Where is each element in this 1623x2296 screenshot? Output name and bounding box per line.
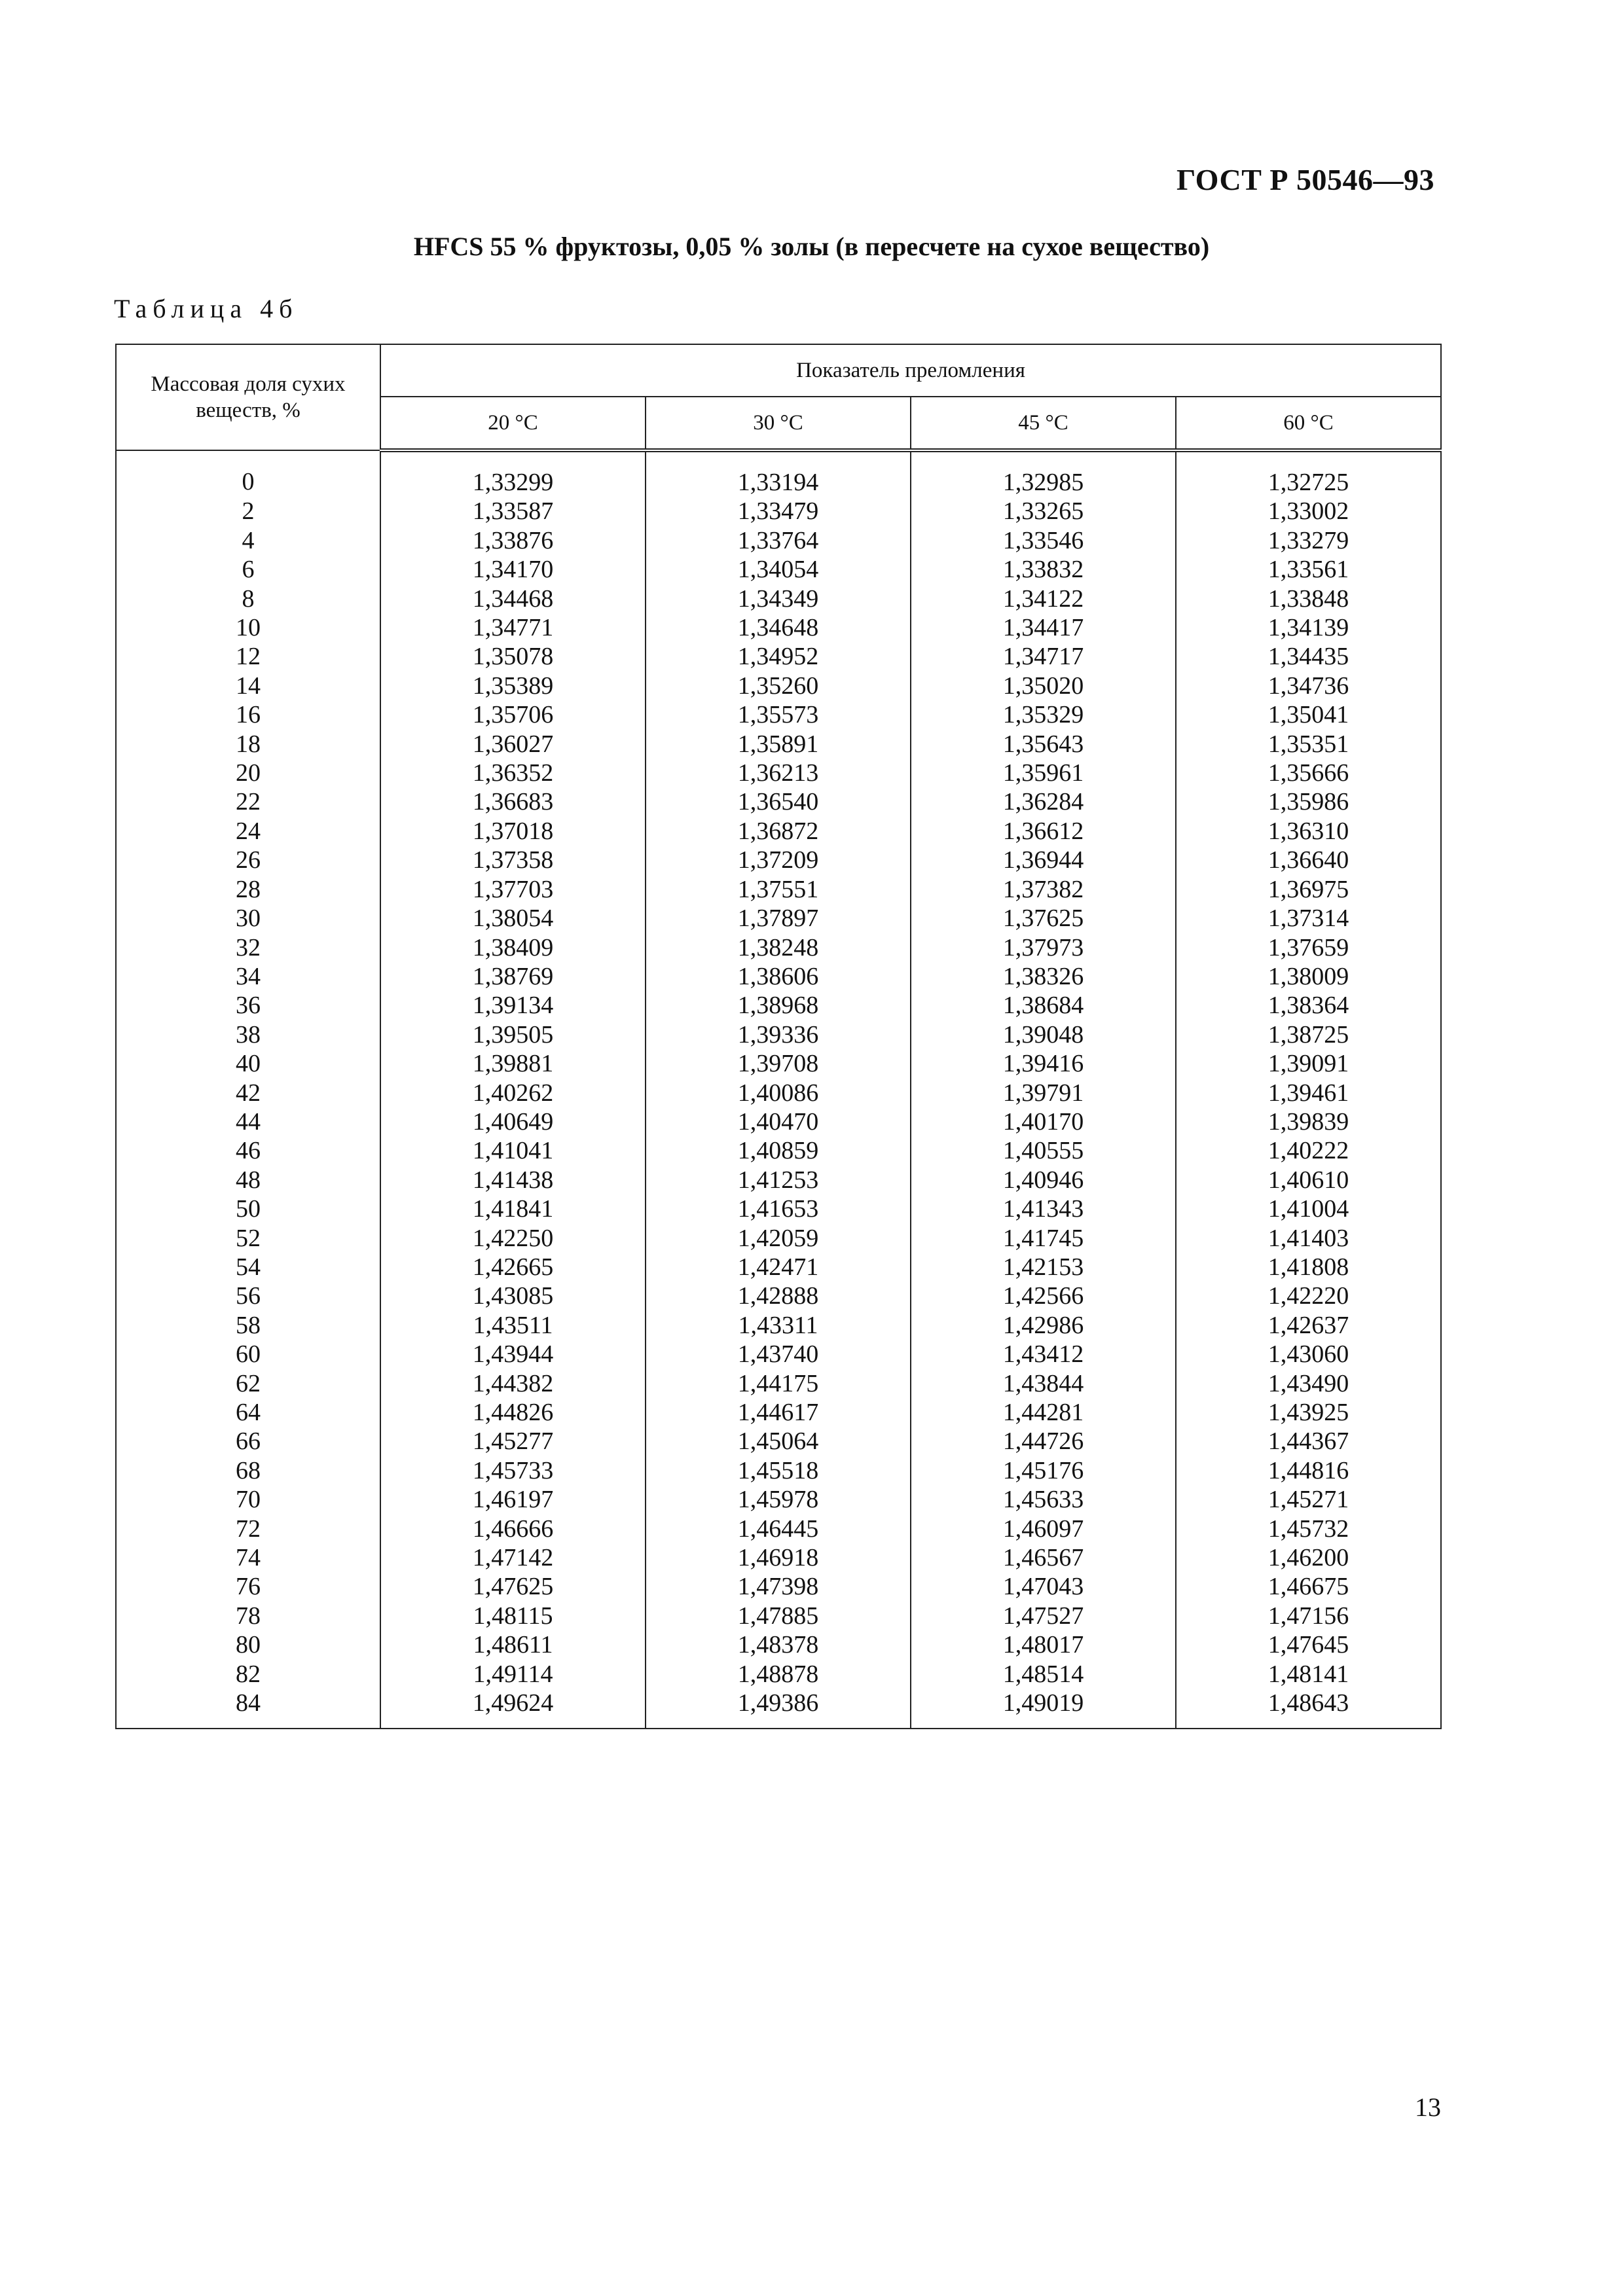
mass-fraction-cell: 82 — [116, 1660, 380, 1689]
ri-45-cell: 1,47527 — [911, 1602, 1176, 1630]
ri-30-cell: 1,44617 — [646, 1398, 911, 1427]
table-row — [116, 526, 1441, 555]
ri-20-cell: 1,35389 — [380, 672, 646, 700]
table-row — [116, 759, 1441, 787]
ri-60-cell: 1,39091 — [1176, 1049, 1441, 1078]
ri-20-cell: 1,41841 — [380, 1194, 646, 1223]
ri-60-cell: 1,42220 — [1176, 1282, 1441, 1310]
ri-60-cell: 1,32725 — [1176, 450, 1441, 497]
ri-30-cell: 1,33764 — [646, 526, 911, 555]
table-row — [116, 730, 1441, 759]
ri-20-cell: 1,36027 — [380, 730, 646, 759]
ri-20-cell: 1,47142 — [380, 1543, 646, 1572]
mass-fraction-cell: 22 — [116, 787, 380, 816]
table-row — [116, 1602, 1441, 1630]
ri-20-cell: 1,33299 — [380, 450, 646, 497]
ri-60-cell: 1,35666 — [1176, 759, 1441, 787]
ri-60-cell: 1,40610 — [1176, 1166, 1441, 1194]
table-row — [116, 846, 1441, 874]
ri-30-cell: 1,36213 — [646, 759, 911, 787]
ri-45-cell: 1,42153 — [911, 1253, 1176, 1282]
table-row — [116, 1166, 1441, 1194]
ri-60-cell: 1,36640 — [1176, 846, 1441, 874]
mass-fraction-cell: 66 — [116, 1427, 380, 1456]
ri-60-cell: 1,46200 — [1176, 1543, 1441, 1572]
ri-20-cell: 1,43511 — [380, 1311, 646, 1340]
mass-fraction-cell: 10 — [116, 613, 380, 642]
table-row — [116, 672, 1441, 700]
refractive-index-table — [115, 344, 1442, 1729]
ri-30-cell: 1,35573 — [646, 700, 911, 729]
table-row — [116, 1689, 1441, 1729]
ri-45-cell: 1,37625 — [911, 904, 1176, 933]
ri-30-cell: 1,39708 — [646, 1049, 911, 1078]
mass-fraction-cell: 60 — [116, 1340, 380, 1369]
table-row — [116, 1660, 1441, 1689]
table-row — [116, 450, 1441, 497]
ri-45-cell: 1,43412 — [911, 1340, 1176, 1369]
table-row — [116, 1224, 1441, 1253]
ri-30-cell: 1,34952 — [646, 642, 911, 671]
ri-30-cell: 1,49386 — [646, 1689, 911, 1729]
ri-45-cell: 1,36284 — [911, 787, 1176, 816]
ri-30-cell: 1,41653 — [646, 1194, 911, 1223]
table-row — [116, 1543, 1441, 1572]
mass-fraction-cell: 48 — [116, 1166, 380, 1194]
mass-fraction-cell: 12 — [116, 642, 380, 671]
ri-45-cell: 1,46567 — [911, 1543, 1176, 1572]
table-body — [116, 450, 1441, 1729]
ri-20-cell: 1,34771 — [380, 613, 646, 642]
table-row — [116, 642, 1441, 671]
ri-30-cell: 1,33194 — [646, 450, 911, 497]
ri-45-cell: 1,34122 — [911, 584, 1176, 613]
table-row — [116, 1282, 1441, 1310]
mass-fraction-cell: 20 — [116, 759, 380, 787]
ri-60-cell: 1,34736 — [1176, 672, 1441, 700]
ri-20-cell: 1,47625 — [380, 1572, 646, 1601]
mass-fraction-cell: 72 — [116, 1515, 380, 1543]
ri-60-cell: 1,46675 — [1176, 1572, 1441, 1601]
table-row — [116, 1107, 1441, 1136]
ri-45-cell: 1,40170 — [911, 1107, 1176, 1136]
ri-30-cell: 1,44175 — [646, 1369, 911, 1398]
ri-45-cell: 1,47043 — [911, 1572, 1176, 1601]
table-row — [116, 787, 1441, 816]
table-row — [116, 1485, 1441, 1514]
ri-30-cell: 1,41253 — [646, 1166, 911, 1194]
ri-45-cell: 1,38326 — [911, 962, 1176, 991]
table-row — [116, 1340, 1441, 1369]
mass-fraction-cell: 8 — [116, 584, 380, 613]
ri-60-cell: 1,43490 — [1176, 1369, 1441, 1398]
ri-30-cell: 1,35260 — [646, 672, 911, 700]
temp-header-30: 30 °С — [646, 397, 911, 450]
table-row — [116, 1194, 1441, 1223]
mass-fraction-cell: 32 — [116, 933, 380, 962]
mass-fraction-cell: 52 — [116, 1224, 380, 1253]
mass-fraction-cell: 42 — [116, 1079, 380, 1107]
ri-45-cell: 1,42986 — [911, 1311, 1176, 1340]
mass-fraction-cell: 36 — [116, 991, 380, 1020]
ri-60-cell: 1,38364 — [1176, 991, 1441, 1020]
ri-45-cell: 1,35329 — [911, 700, 1176, 729]
ri-20-cell: 1,37358 — [380, 846, 646, 874]
ri-30-cell: 1,45978 — [646, 1485, 911, 1514]
ri-45-cell: 1,36612 — [911, 817, 1176, 846]
ri-20-cell: 1,36352 — [380, 759, 646, 787]
ri-20-cell: 1,34170 — [380, 555, 646, 584]
ri-30-cell: 1,42059 — [646, 1224, 911, 1253]
ri-30-cell: 1,39336 — [646, 1020, 911, 1049]
ri-30-cell: 1,46445 — [646, 1515, 911, 1543]
table-row — [116, 904, 1441, 933]
ri-30-cell: 1,38606 — [646, 962, 911, 991]
ri-45-cell: 1,45633 — [911, 1485, 1176, 1514]
ri-30-cell: 1,37551 — [646, 875, 911, 904]
ri-20-cell: 1,33876 — [380, 526, 646, 555]
table-row — [116, 497, 1441, 526]
ri-20-cell: 1,38054 — [380, 904, 646, 933]
table-row — [116, 1427, 1441, 1456]
mass-fraction-cell: 18 — [116, 730, 380, 759]
ri-20-cell: 1,41438 — [380, 1166, 646, 1194]
mass-fraction-cell: 76 — [116, 1572, 380, 1601]
ri-30-cell: 1,42888 — [646, 1282, 911, 1310]
table-row — [116, 1253, 1441, 1282]
ri-60-cell: 1,39839 — [1176, 1107, 1441, 1136]
ri-60-cell: 1,41004 — [1176, 1194, 1441, 1223]
ri-30-cell: 1,42471 — [646, 1253, 911, 1282]
mass-fraction-cell: 34 — [116, 962, 380, 991]
ri-45-cell: 1,37973 — [911, 933, 1176, 962]
table-row — [116, 1515, 1441, 1543]
ri-45-cell: 1,33546 — [911, 526, 1176, 555]
mass-fraction-cell: 84 — [116, 1689, 380, 1729]
ri-20-cell: 1,49114 — [380, 1660, 646, 1689]
ri-60-cell: 1,38009 — [1176, 962, 1441, 991]
ri-45-cell: 1,33832 — [911, 555, 1176, 584]
ri-60-cell: 1,35986 — [1176, 787, 1441, 816]
ri-60-cell: 1,33279 — [1176, 526, 1441, 555]
ri-45-cell: 1,39416 — [911, 1049, 1176, 1078]
ri-20-cell: 1,48611 — [380, 1630, 646, 1659]
mass-fraction-cell: 6 — [116, 555, 380, 584]
ri-60-cell: 1,35041 — [1176, 700, 1441, 729]
mass-fraction-cell: 2 — [116, 497, 380, 526]
ri-20-cell: 1,48115 — [380, 1602, 646, 1630]
table-label: Таблица 4б — [114, 294, 299, 323]
ri-60-cell: 1,34435 — [1176, 642, 1441, 671]
ri-45-cell: 1,35643 — [911, 730, 1176, 759]
ri-60-cell: 1,48643 — [1176, 1689, 1441, 1729]
ri-20-cell: 1,43085 — [380, 1282, 646, 1310]
mass-fraction-header: Массовая доля сухих веществ, % — [116, 344, 380, 450]
mass-fraction-cell: 28 — [116, 875, 380, 904]
table-row — [116, 555, 1441, 584]
ri-20-cell: 1,41041 — [380, 1136, 646, 1165]
ri-20-cell: 1,40649 — [380, 1107, 646, 1136]
document-code: ГОСТ Р 50546—93 — [1176, 163, 1434, 196]
ri-60-cell: 1,47156 — [1176, 1602, 1441, 1630]
ri-45-cell: 1,39791 — [911, 1079, 1176, 1107]
ri-20-cell: 1,39134 — [380, 991, 646, 1020]
ri-20-cell: 1,43944 — [380, 1340, 646, 1369]
ri-30-cell: 1,34648 — [646, 613, 911, 642]
table-row — [116, 817, 1441, 846]
ri-45-cell: 1,42566 — [911, 1282, 1176, 1310]
table-row — [116, 584, 1441, 613]
ri-20-cell: 1,37018 — [380, 817, 646, 846]
table-row — [116, 1049, 1441, 1078]
table-row — [116, 933, 1441, 962]
ri-45-cell: 1,46097 — [911, 1515, 1176, 1543]
mass-fraction-cell: 62 — [116, 1369, 380, 1398]
ri-30-cell: 1,40470 — [646, 1107, 911, 1136]
ri-60-cell: 1,40222 — [1176, 1136, 1441, 1165]
page-number: 13 — [1415, 2092, 1441, 2122]
ri-45-cell: 1,39048 — [911, 1020, 1176, 1049]
ri-20-cell: 1,34468 — [380, 584, 646, 613]
ri-20-cell: 1,36683 — [380, 787, 646, 816]
ri-60-cell: 1,33848 — [1176, 584, 1441, 613]
mass-fraction-cell: 78 — [116, 1602, 380, 1630]
ri-30-cell: 1,33479 — [646, 497, 911, 526]
ri-60-cell: 1,44367 — [1176, 1427, 1441, 1456]
ri-60-cell: 1,38725 — [1176, 1020, 1441, 1049]
ri-45-cell: 1,35020 — [911, 672, 1176, 700]
ri-45-cell: 1,49019 — [911, 1689, 1176, 1729]
mass-fraction-cell: 46 — [116, 1136, 380, 1165]
ri-60-cell: 1,36310 — [1176, 817, 1441, 846]
ri-60-cell: 1,37659 — [1176, 933, 1441, 962]
ri-45-cell: 1,36944 — [911, 846, 1176, 874]
table-row — [116, 1369, 1441, 1398]
ri-20-cell: 1,45733 — [380, 1456, 646, 1485]
ri-20-cell: 1,42665 — [380, 1253, 646, 1282]
ri-45-cell: 1,34717 — [911, 642, 1176, 671]
mass-fraction-cell: 44 — [116, 1107, 380, 1136]
mass-fraction-cell: 80 — [116, 1630, 380, 1659]
table-row — [116, 875, 1441, 904]
mass-fraction-cell: 38 — [116, 1020, 380, 1049]
ri-45-cell: 1,48017 — [911, 1630, 1176, 1659]
ri-30-cell: 1,45064 — [646, 1427, 911, 1456]
ri-60-cell: 1,47645 — [1176, 1630, 1441, 1659]
table-row — [116, 1136, 1441, 1165]
mass-fraction-cell: 0 — [116, 450, 380, 497]
mass-fraction-cell: 14 — [116, 672, 380, 700]
table-row — [116, 1456, 1441, 1485]
refractive-index-header: Показатель преломления — [380, 344, 1441, 397]
ri-30-cell: 1,43740 — [646, 1340, 911, 1369]
ri-20-cell: 1,39505 — [380, 1020, 646, 1049]
mass-fraction-cell: 26 — [116, 846, 380, 874]
table-row — [116, 991, 1441, 1020]
ri-30-cell: 1,34349 — [646, 584, 911, 613]
ri-20-cell: 1,37703 — [380, 875, 646, 904]
ri-45-cell: 1,40555 — [911, 1136, 1176, 1165]
mass-fraction-cell: 64 — [116, 1398, 380, 1427]
ri-45-cell: 1,48514 — [911, 1660, 1176, 1689]
ri-20-cell: 1,35078 — [380, 642, 646, 671]
ri-20-cell: 1,33587 — [380, 497, 646, 526]
mass-fraction-cell: 24 — [116, 817, 380, 846]
temp-header-20: 20 °С — [380, 397, 646, 450]
ri-30-cell: 1,37897 — [646, 904, 911, 933]
ri-45-cell: 1,45176 — [911, 1456, 1176, 1485]
ri-30-cell: 1,36540 — [646, 787, 911, 816]
ri-45-cell: 1,38684 — [911, 991, 1176, 1020]
ri-45-cell: 1,43844 — [911, 1369, 1176, 1398]
ri-30-cell: 1,46918 — [646, 1543, 911, 1572]
ri-60-cell: 1,48141 — [1176, 1660, 1441, 1689]
ri-45-cell: 1,40946 — [911, 1166, 1176, 1194]
ri-30-cell: 1,34054 — [646, 555, 911, 584]
table-row — [116, 1079, 1441, 1107]
temp-header-60: 60 °С — [1176, 397, 1441, 450]
ri-45-cell: 1,44726 — [911, 1427, 1176, 1456]
ri-30-cell: 1,48878 — [646, 1660, 911, 1689]
ri-30-cell: 1,38968 — [646, 991, 911, 1020]
table-row — [116, 1630, 1441, 1659]
table-row — [116, 1020, 1441, 1049]
ri-45-cell: 1,41745 — [911, 1224, 1176, 1253]
ri-20-cell: 1,38769 — [380, 962, 646, 991]
ri-60-cell: 1,43925 — [1176, 1398, 1441, 1427]
ri-60-cell: 1,36975 — [1176, 875, 1441, 904]
mass-fraction-cell: 70 — [116, 1485, 380, 1514]
mass-fraction-cell: 30 — [116, 904, 380, 933]
ri-20-cell: 1,39881 — [380, 1049, 646, 1078]
mass-fraction-cell: 4 — [116, 526, 380, 555]
table-heading: HFCS 55 % фруктозы, 0,05 % золы (в пересчете на сухое вещество) — [413, 232, 1210, 261]
ri-30-cell: 1,47885 — [646, 1602, 911, 1630]
ri-20-cell: 1,38409 — [380, 933, 646, 962]
ri-60-cell: 1,33002 — [1176, 497, 1441, 526]
ri-30-cell: 1,40859 — [646, 1136, 911, 1165]
ri-60-cell: 1,33561 — [1176, 555, 1441, 584]
ri-60-cell: 1,39461 — [1176, 1079, 1441, 1107]
ri-45-cell: 1,44281 — [911, 1398, 1176, 1427]
temp-header-45: 45 °С — [911, 397, 1176, 450]
table-row — [116, 613, 1441, 642]
ri-30-cell: 1,48378 — [646, 1630, 911, 1659]
table-row — [116, 1572, 1441, 1601]
ri-20-cell: 1,46197 — [380, 1485, 646, 1514]
ri-60-cell: 1,45732 — [1176, 1515, 1441, 1543]
ri-45-cell: 1,37382 — [911, 875, 1176, 904]
ri-45-cell: 1,35961 — [911, 759, 1176, 787]
ri-20-cell: 1,40262 — [380, 1079, 646, 1107]
table-row — [116, 962, 1441, 991]
ri-30-cell: 1,36872 — [646, 817, 911, 846]
mass-fraction-cell: 56 — [116, 1282, 380, 1310]
ri-20-cell: 1,35706 — [380, 700, 646, 729]
mass-fraction-cell: 40 — [116, 1049, 380, 1078]
ri-45-cell: 1,34417 — [911, 613, 1176, 642]
ri-60-cell: 1,42637 — [1176, 1311, 1441, 1340]
ri-30-cell: 1,38248 — [646, 933, 911, 962]
mass-fraction-cell: 50 — [116, 1194, 380, 1223]
ri-60-cell: 1,45271 — [1176, 1485, 1441, 1514]
ri-30-cell: 1,35891 — [646, 730, 911, 759]
ri-30-cell: 1,45518 — [646, 1456, 911, 1485]
ri-20-cell: 1,42250 — [380, 1224, 646, 1253]
mass-fraction-cell: 58 — [116, 1311, 380, 1340]
mass-fraction-cell: 54 — [116, 1253, 380, 1282]
ri-30-cell: 1,37209 — [646, 846, 911, 874]
ri-60-cell: 1,34139 — [1176, 613, 1441, 642]
ri-45-cell: 1,32985 — [911, 450, 1176, 497]
mass-fraction-cell: 74 — [116, 1543, 380, 1572]
ri-45-cell: 1,41343 — [911, 1194, 1176, 1223]
ri-30-cell: 1,40086 — [646, 1079, 911, 1107]
ri-20-cell: 1,46666 — [380, 1515, 646, 1543]
ri-20-cell: 1,49624 — [380, 1689, 646, 1729]
ri-60-cell: 1,37314 — [1176, 904, 1441, 933]
ri-20-cell: 1,44826 — [380, 1398, 646, 1427]
mass-fraction-cell: 16 — [116, 700, 380, 729]
ri-20-cell: 1,45277 — [380, 1427, 646, 1456]
table-row — [116, 1311, 1441, 1340]
ri-60-cell: 1,41808 — [1176, 1253, 1441, 1282]
ri-20-cell: 1,44382 — [380, 1369, 646, 1398]
ri-60-cell: 1,35351 — [1176, 730, 1441, 759]
mass-fraction-cell: 68 — [116, 1456, 380, 1485]
ri-60-cell: 1,41403 — [1176, 1224, 1441, 1253]
table-row — [116, 700, 1441, 729]
ri-60-cell: 1,43060 — [1176, 1340, 1441, 1369]
ri-60-cell: 1,44816 — [1176, 1456, 1441, 1485]
ri-45-cell: 1,33265 — [911, 497, 1176, 526]
ri-30-cell: 1,47398 — [646, 1572, 911, 1601]
ri-30-cell: 1,43311 — [646, 1311, 911, 1340]
table-row — [116, 1398, 1441, 1427]
